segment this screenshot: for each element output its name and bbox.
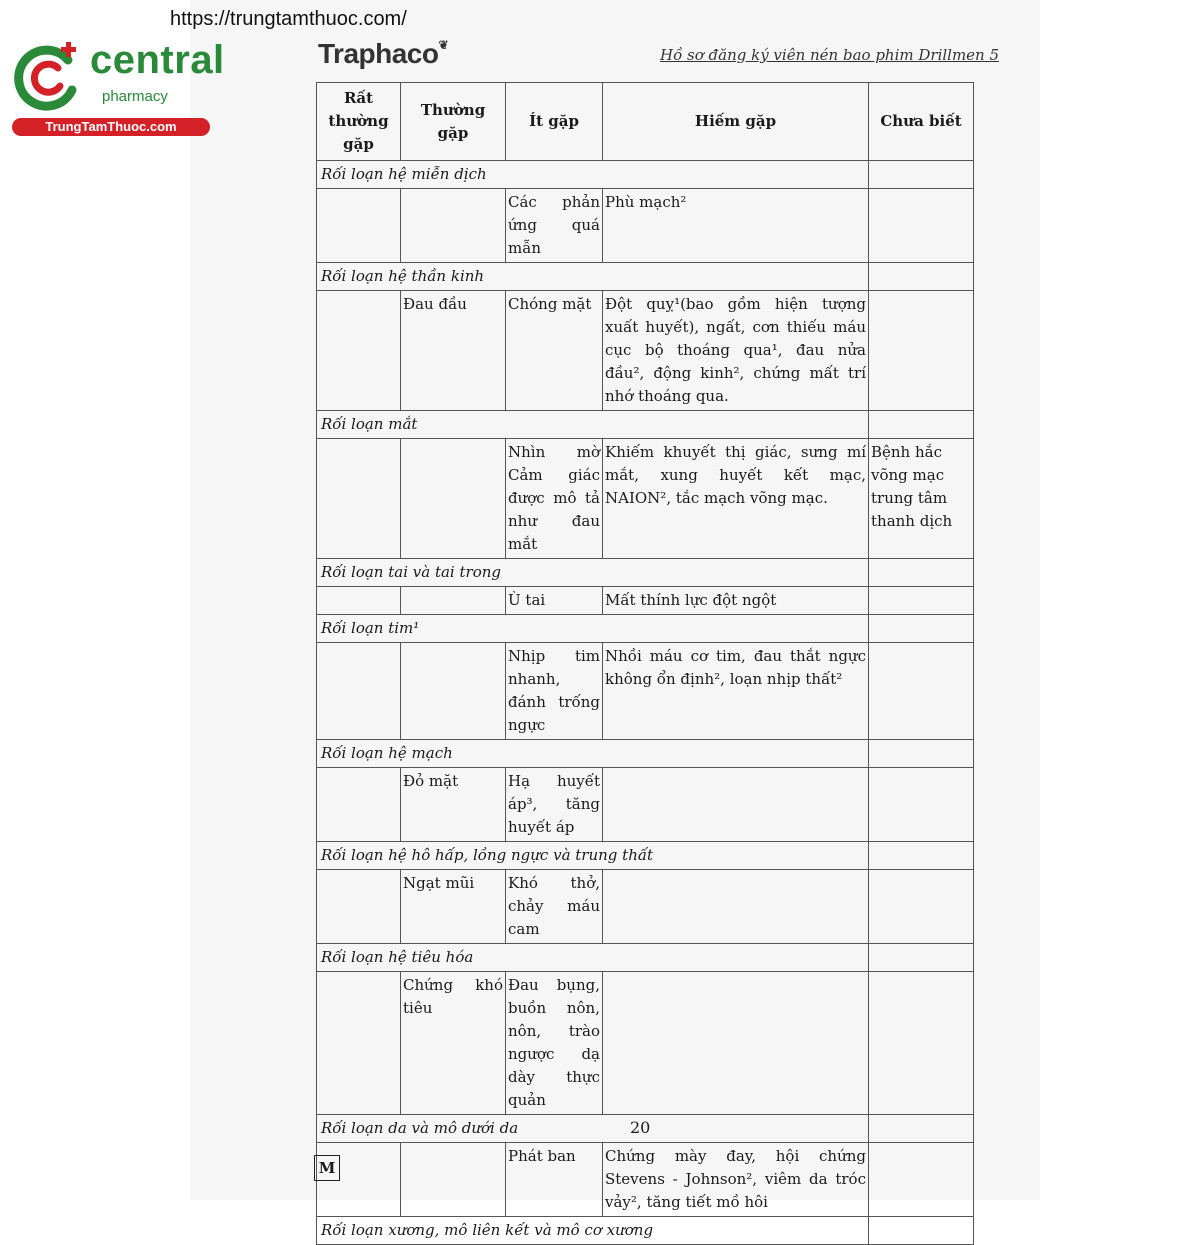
table-cell bbox=[317, 291, 401, 411]
table-cell bbox=[869, 1217, 974, 1245]
table-cell: Đau đầu bbox=[401, 291, 506, 411]
table-row bbox=[317, 1143, 974, 1217]
section-title: Rối loạn tai và tai trong bbox=[317, 559, 869, 587]
section-row bbox=[317, 559, 974, 587]
table-cell bbox=[603, 972, 869, 1115]
table-row bbox=[317, 972, 974, 1115]
section-title: Rối loạn tim¹ bbox=[317, 615, 869, 643]
table-cell bbox=[869, 870, 974, 944]
table-cell: Phát ban bbox=[506, 1143, 603, 1217]
col-header-very-common: Rất thường gặp bbox=[317, 83, 401, 161]
table-cell bbox=[869, 615, 974, 643]
table-cell bbox=[869, 944, 974, 972]
table-cell: Bệnh hắc võng mạc trung tâm thanh dịch bbox=[869, 439, 974, 559]
table-row bbox=[317, 291, 974, 411]
table-cell bbox=[401, 587, 506, 615]
table-row bbox=[317, 643, 974, 740]
table-cell: Nhìn mờ Cảm giác được mô tả như đau mắt bbox=[506, 439, 603, 559]
table-cell bbox=[869, 972, 974, 1115]
table-cell: Nhịp tim nhanh, đánh trống ngực bbox=[506, 643, 603, 740]
section-title: Rối loạn hệ hô hấp, lồng ngực và trung thất bbox=[317, 842, 869, 870]
document-title: Hồ sơ đăng ký viên nén bao phim Drillmen 5 bbox=[660, 46, 1000, 64]
table-cell: Phù mạch² bbox=[603, 189, 869, 263]
brand-name: Traphaco❦ bbox=[318, 38, 449, 69]
table-cell bbox=[869, 411, 974, 439]
logo-banner: TrungTamThuoc.com bbox=[12, 118, 210, 136]
table-cell bbox=[869, 740, 974, 768]
col-header-rare: Hiếm gặp bbox=[603, 83, 869, 161]
table-row bbox=[317, 870, 974, 944]
col-header-unknown: Chưa biết bbox=[869, 83, 974, 161]
section-row bbox=[317, 740, 974, 768]
section-title: Rối loạn hệ tiêu hóa bbox=[317, 944, 869, 972]
table-cell: Chứng mày đay, hội chứng Stevens - Johnson², viêm da tróc vảy², tăng tiết mồ hôi bbox=[603, 1143, 869, 1217]
table-cell: Ù tai bbox=[506, 587, 603, 615]
pharmacy-logo-icon bbox=[10, 38, 88, 116]
table-cell bbox=[869, 161, 974, 189]
table-cell bbox=[401, 439, 506, 559]
table-cell: Khiếm khuyết thị giác, sưng mí mắt, xung huyết kết mạc, NAION², tắc mạch võng mạc. bbox=[603, 439, 869, 559]
section-row bbox=[317, 615, 974, 643]
table-cell: Ngạt mũi bbox=[401, 870, 506, 944]
col-header-common: Thường gặp bbox=[401, 83, 506, 161]
section-title: Rối loạn xương, mô liên kết và mô cơ xương bbox=[317, 1217, 869, 1245]
section-row bbox=[317, 263, 974, 291]
table-cell bbox=[869, 1143, 974, 1217]
brand-mark-icon: ❦ bbox=[438, 38, 449, 52]
pharmacy-logo bbox=[10, 38, 225, 138]
table-cell bbox=[401, 1143, 506, 1217]
section-title: Rối loạn hệ miễn dịch bbox=[317, 161, 869, 189]
table-cell bbox=[869, 587, 974, 615]
table-cell bbox=[869, 291, 974, 411]
table-row bbox=[317, 439, 974, 559]
table-row bbox=[317, 768, 974, 842]
section-row bbox=[317, 944, 974, 972]
table-cell bbox=[869, 559, 974, 587]
table-cell bbox=[401, 643, 506, 740]
page-number: 20 bbox=[630, 1118, 651, 1137]
section-row bbox=[317, 161, 974, 189]
table-cell bbox=[317, 972, 401, 1115]
table-cell: Khó thở, chảy máu cam bbox=[506, 870, 603, 944]
table-cell bbox=[401, 189, 506, 263]
logo-word: central bbox=[90, 38, 225, 82]
table-cell bbox=[869, 263, 974, 291]
logo-subtitle: pharmacy bbox=[102, 88, 168, 105]
table-cell bbox=[317, 643, 401, 740]
section-row bbox=[317, 411, 974, 439]
table-cell bbox=[317, 439, 401, 559]
table-cell bbox=[603, 768, 869, 842]
section-title: Rối loạn mắt bbox=[317, 411, 869, 439]
table-cell bbox=[317, 189, 401, 263]
table-cell: Chứng khó tiêu bbox=[401, 972, 506, 1115]
adverse-effects-table bbox=[316, 82, 974, 1245]
section-title: Rối loạn hệ mạch bbox=[317, 740, 869, 768]
table-cell: Nhồi máu cơ tim, đau thắt ngực không ổn định², loạn nhịp thất² bbox=[603, 643, 869, 740]
section-title: Rối loạn hệ thần kinh bbox=[317, 263, 869, 291]
footer-mark: M bbox=[314, 1155, 340, 1181]
table-cell: Đỏ mặt bbox=[401, 768, 506, 842]
table-cell: Đột quỵ¹(bao gồm hiện tượng xuất huyết), ngất, cơn thiếu máu cục bộ thoáng qua¹, đau nửa đầu², động kinh², chứng mất trí nhớ thoáng qua. bbox=[603, 291, 869, 411]
table-cell bbox=[869, 643, 974, 740]
table-cell: Chóng mặt bbox=[506, 291, 603, 411]
col-header-uncommon: Ít gặp bbox=[506, 83, 603, 161]
table-cell bbox=[317, 587, 401, 615]
table-cell bbox=[317, 870, 401, 944]
source-url[interactable]: https://trungtamthuoc.com/ bbox=[170, 8, 407, 30]
table-cell bbox=[869, 842, 974, 870]
section-row bbox=[317, 842, 974, 870]
table-cell: Các phản ứng quá mẫn bbox=[506, 189, 603, 263]
table-cell: Hạ huyết áp³, tăng huyết áp bbox=[506, 768, 603, 842]
section-title: Rối loạn da và mô dưới da bbox=[317, 1115, 869, 1143]
table-cell bbox=[317, 768, 401, 842]
table-cell: Mất thính lực đột ngột bbox=[603, 587, 869, 615]
section-row bbox=[317, 1217, 974, 1245]
table-row bbox=[317, 587, 974, 615]
table-cell bbox=[869, 1115, 974, 1143]
table-header-row bbox=[317, 83, 974, 161]
table-cell bbox=[869, 189, 974, 263]
table-cell bbox=[869, 768, 974, 842]
table-cell bbox=[603, 870, 869, 944]
table-cell: Đau bụng, buồn nôn, nôn, trào ngược dạ dày thực quản bbox=[506, 972, 603, 1115]
table-row bbox=[317, 189, 974, 263]
